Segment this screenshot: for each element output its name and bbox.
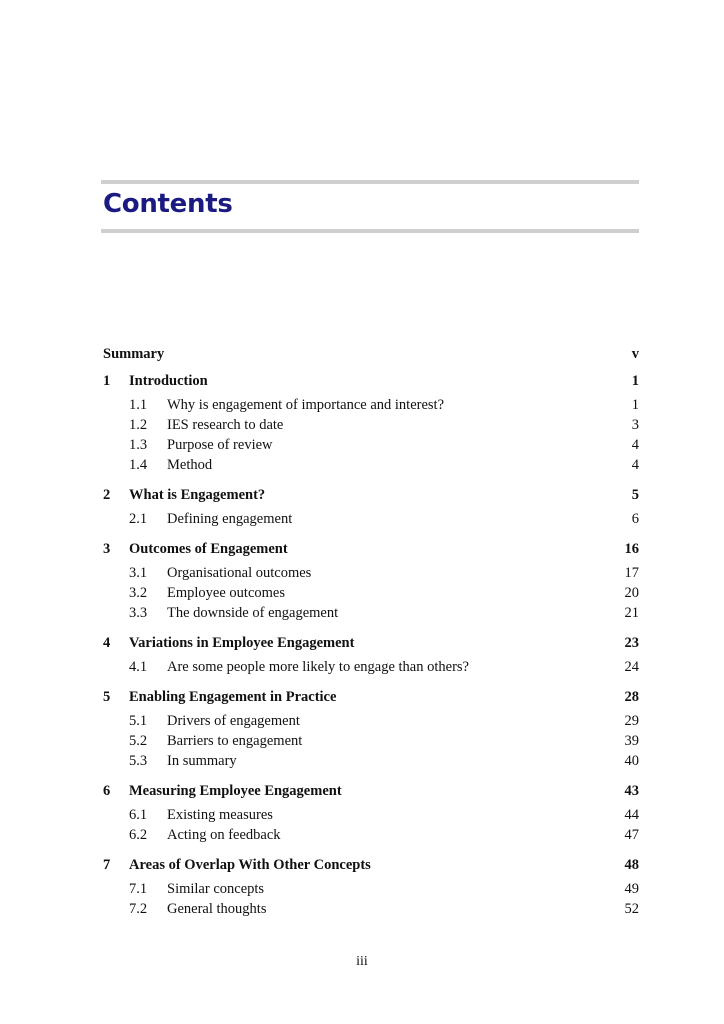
toc-section-entry[interactable] bbox=[103, 563, 639, 583]
toc-section-page: 52 bbox=[624, 901, 639, 917]
toc-section-page: 39 bbox=[624, 733, 639, 749]
toc-section-title: General thoughts bbox=[167, 901, 267, 917]
toc-section-entry[interactable] bbox=[103, 825, 639, 845]
toc-chapter-group bbox=[103, 630, 639, 677]
title-rule-top bbox=[101, 180, 639, 184]
toc-section-page: 49 bbox=[624, 881, 639, 897]
toc-chapter-group bbox=[103, 852, 639, 919]
toc-section-title: Are some people more likely to engage than others? bbox=[167, 659, 469, 675]
toc-section-page: 47 bbox=[624, 827, 639, 843]
toc-section-number: 3.2 bbox=[129, 585, 148, 601]
toc-section-page: 24 bbox=[624, 659, 639, 675]
toc-section-title: Purpose of review bbox=[167, 437, 273, 453]
toc-section-title: Existing measures bbox=[167, 807, 273, 823]
toc-section-entry[interactable] bbox=[103, 899, 639, 919]
toc-section-number: 7.2 bbox=[129, 901, 148, 917]
toc-section-title: Defining engagement bbox=[167, 511, 293, 527]
page-number: iii bbox=[356, 954, 368, 969]
toc-section-entry[interactable] bbox=[103, 657, 639, 677]
toc-section-page: 4 bbox=[631, 437, 639, 453]
toc-summary-page: v bbox=[631, 346, 639, 362]
toc-section-title: IES research to date bbox=[167, 417, 284, 433]
toc-section-entry[interactable] bbox=[103, 415, 639, 435]
title-rule-bottom bbox=[101, 229, 639, 233]
toc-chapter-page: 16 bbox=[624, 541, 639, 557]
toc-section-number: 5.2 bbox=[129, 733, 148, 749]
toc-section-title: Organisational outcomes bbox=[167, 565, 312, 581]
toc-chapter-entry[interactable] bbox=[103, 852, 639, 879]
toc-section-page: 20 bbox=[624, 585, 639, 601]
toc-chapter-list bbox=[103, 368, 639, 919]
toc-section-number: 5.1 bbox=[129, 713, 148, 729]
toc-section-title: Employee outcomes bbox=[167, 585, 285, 601]
toc-section-page: 44 bbox=[624, 807, 639, 823]
toc-chapter-page: 48 bbox=[624, 857, 639, 873]
toc-chapter-page: 43 bbox=[624, 783, 639, 799]
toc-section-entry[interactable] bbox=[103, 395, 639, 415]
toc-section-entry[interactable] bbox=[103, 583, 639, 603]
toc-chapter-title: Outcomes of Engagement bbox=[129, 541, 288, 557]
toc-section-entry[interactable] bbox=[103, 509, 639, 529]
toc-section-title: Method bbox=[167, 457, 213, 473]
toc-section-entry[interactable] bbox=[103, 455, 639, 475]
toc-chapter-number: 4 bbox=[103, 635, 111, 651]
toc-chapter-entry[interactable] bbox=[103, 778, 639, 805]
toc-section-entry[interactable] bbox=[103, 435, 639, 455]
toc-chapter-title: Areas of Overlap With Other Concepts bbox=[129, 857, 371, 873]
toc-section-entry[interactable] bbox=[103, 603, 639, 623]
toc-chapter-entry[interactable] bbox=[103, 536, 639, 563]
toc-section-number: 3.1 bbox=[129, 565, 148, 581]
toc-chapter-title: What is Engagement? bbox=[129, 487, 266, 503]
toc-section-number: 5.3 bbox=[129, 753, 148, 769]
toc-section-number: 7.1 bbox=[129, 881, 148, 897]
toc-section-page: 3 bbox=[631, 417, 639, 433]
toc-section-title: Similar concepts bbox=[167, 881, 265, 897]
toc-chapter-entry[interactable] bbox=[103, 368, 639, 395]
toc-section-entry[interactable] bbox=[103, 751, 639, 771]
toc-chapter-number: 3 bbox=[103, 541, 111, 557]
toc-section-page: 6 bbox=[631, 511, 639, 527]
toc-section-page: 1 bbox=[631, 397, 639, 413]
toc-section-page: 4 bbox=[631, 457, 639, 473]
toc-section-title: In summary bbox=[167, 753, 237, 769]
toc-section-entry[interactable] bbox=[103, 805, 639, 825]
toc-chapter-page: 23 bbox=[624, 635, 639, 651]
toc-summary-label: Summary bbox=[103, 346, 165, 362]
toc-chapter-title: Measuring Employee Engagement bbox=[129, 783, 342, 799]
toc-chapter-entry[interactable] bbox=[103, 482, 639, 509]
toc-section-number: 1.1 bbox=[129, 397, 148, 413]
toc-section-title: Acting on feedback bbox=[167, 827, 281, 843]
toc-section-number: 1.4 bbox=[129, 457, 148, 473]
toc-section-number: 1.2 bbox=[129, 417, 148, 433]
toc-section-entry[interactable] bbox=[103, 879, 639, 899]
toc-chapter-group bbox=[103, 536, 639, 623]
toc-section-number: 6.2 bbox=[129, 827, 148, 843]
toc-chapter-group bbox=[103, 684, 639, 771]
toc-chapter-page: 1 bbox=[631, 373, 639, 389]
toc-section-number: 4.1 bbox=[129, 659, 148, 675]
toc-section-page: 29 bbox=[624, 713, 639, 729]
toc-section-title: Barriers to engagement bbox=[167, 733, 303, 749]
toc-summary-entry[interactable] bbox=[103, 341, 639, 368]
toc-section-number: 6.1 bbox=[129, 807, 148, 823]
toc-section-page: 40 bbox=[624, 753, 639, 769]
toc-section-title: Why is engagement of importance and interest? bbox=[167, 397, 445, 413]
toc-chapter-number: 7 bbox=[103, 857, 111, 873]
table-of-contents bbox=[103, 341, 639, 926]
toc-chapter-title: Introduction bbox=[129, 373, 208, 389]
toc-chapter-group bbox=[103, 482, 639, 529]
toc-chapter-page: 5 bbox=[631, 487, 639, 503]
toc-chapter-group bbox=[103, 368, 639, 475]
toc-section-title: The downside of engagement bbox=[167, 605, 339, 621]
toc-chapter-number: 2 bbox=[103, 487, 111, 503]
toc-chapter-entry[interactable] bbox=[103, 630, 639, 657]
toc-chapter-number: 1 bbox=[103, 373, 111, 389]
toc-chapter-entry[interactable] bbox=[103, 684, 639, 711]
toc-section-number: 1.3 bbox=[129, 437, 148, 453]
toc-section-title: Drivers of engagement bbox=[167, 713, 300, 729]
toc-chapter-number: 5 bbox=[103, 689, 111, 705]
toc-section-number: 2.1 bbox=[129, 511, 148, 527]
toc-chapter-title: Enabling Engagement in Practice bbox=[129, 689, 337, 705]
toc-section-entry[interactable] bbox=[103, 711, 639, 731]
toc-chapter-group bbox=[103, 778, 639, 845]
toc-section-page: 21 bbox=[624, 605, 639, 621]
toc-chapter-page: 28 bbox=[624, 689, 639, 705]
toc-chapter-number: 6 bbox=[103, 783, 111, 799]
toc-section-page: 17 bbox=[624, 565, 639, 581]
toc-section-number: 3.3 bbox=[129, 605, 148, 621]
page-title: Contents bbox=[103, 189, 233, 219]
toc-chapter-title: Variations in Employee Engagement bbox=[129, 635, 355, 651]
toc-section-entry[interactable] bbox=[103, 731, 639, 751]
